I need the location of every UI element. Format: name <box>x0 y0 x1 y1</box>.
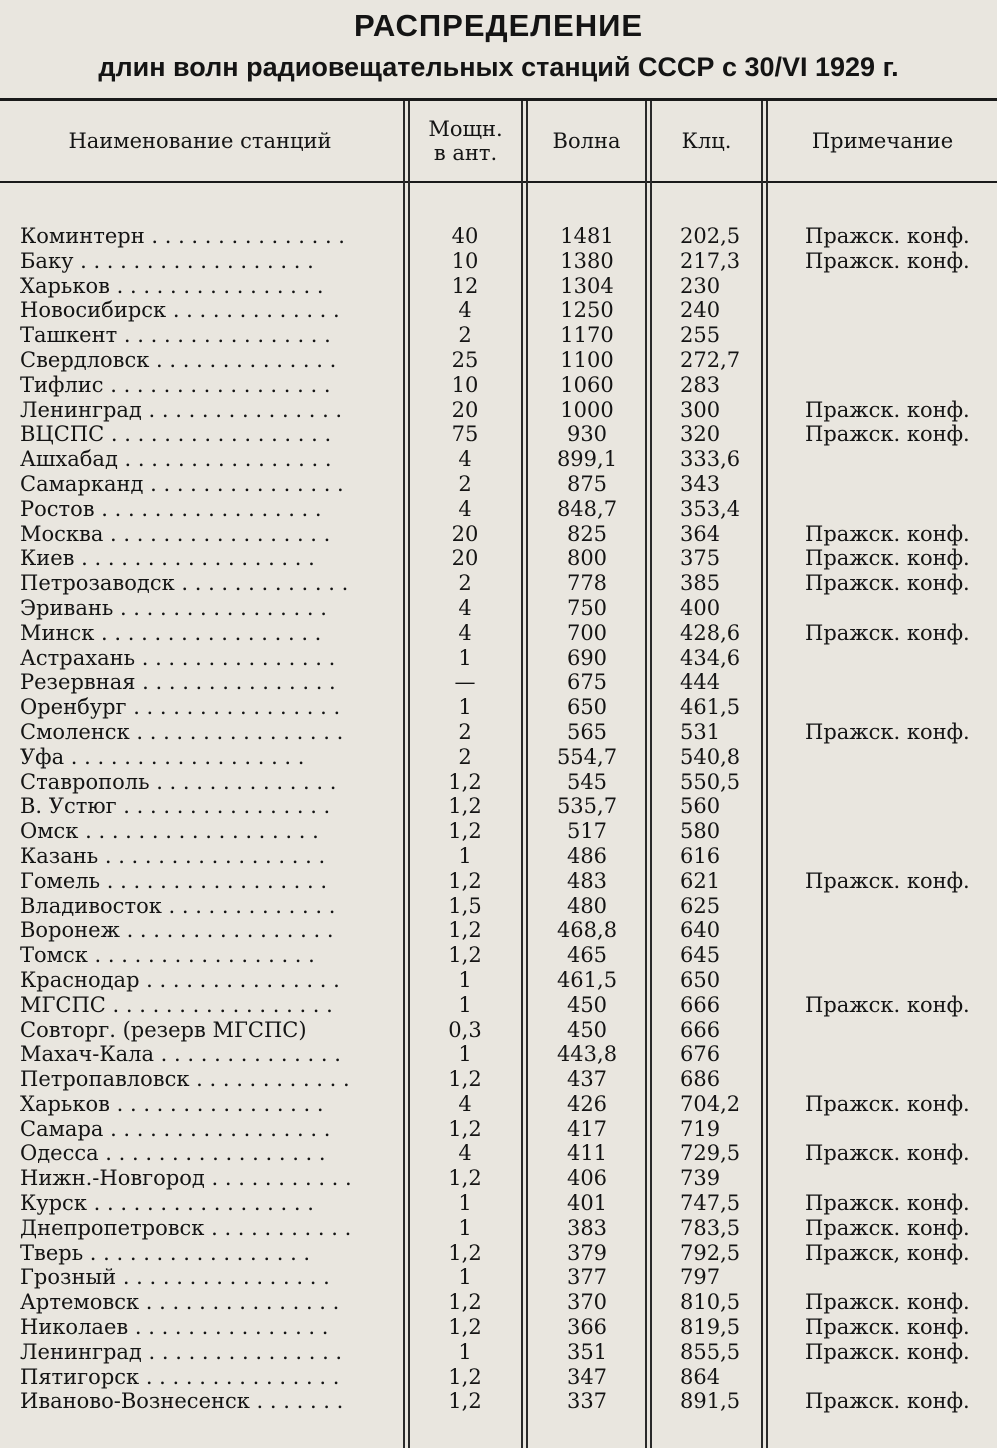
power-cell: 1,2 <box>448 1067 482 1092</box>
frequency-cell: 580 <box>680 819 721 844</box>
wavelength-cell: 480 <box>566 893 608 918</box>
note-cell: Пражск. конф. <box>805 992 970 1017</box>
frequency-cell: 783,5 <box>680 1215 741 1240</box>
power-cell: 20 <box>451 546 479 571</box>
table-row <box>0 398 997 423</box>
table-row <box>0 472 997 497</box>
station-name-cell: Совторг. (резерв МГСПС) <box>20 1017 307 1042</box>
station-name-cell: Минск . . . . . . . . . . . . . . . . . <box>20 620 322 645</box>
table-row <box>0 720 997 745</box>
header-khz: Клц. <box>681 129 732 153</box>
frequency-cell: 810,5 <box>680 1290 741 1315</box>
station-name-cell: Ашхабад . . . . . . . . . . . . . . . . <box>20 447 332 472</box>
header-power-line2: в ант. <box>433 141 498 165</box>
wavelength-cell: 406 <box>566 1166 608 1191</box>
frequency-cell: 320 <box>680 422 721 447</box>
wavelength-cell: 517 <box>566 819 608 844</box>
table-row <box>0 298 997 323</box>
station-name-cell: Эривань . . . . . . . . . . . . . . . . <box>20 595 327 620</box>
note-cell: Пражск. конф. <box>805 1290 970 1315</box>
frequency-cell: 666 <box>680 1017 721 1042</box>
wavelength-cell: 690 <box>566 645 608 670</box>
station-name-cell: Харьков . . . . . . . . . . . . . . . . <box>20 273 324 298</box>
station-name-cell: Уфа . . . . . . . . . . . . . . . . . . <box>20 744 305 769</box>
table-row <box>0 1365 997 1390</box>
frequency-cell: 819,5 <box>680 1315 741 1340</box>
power-cell: 1 <box>458 992 472 1017</box>
frequency-cell: 202,5 <box>680 224 741 248</box>
station-name-cell: Самарканд . . . . . . . . . . . . . . . <box>20 471 344 496</box>
table-row <box>0 497 997 522</box>
header-wave: Волна <box>552 129 621 153</box>
wavelength-cell: 383 <box>566 1215 608 1240</box>
power-cell: 1,2 <box>448 1166 482 1191</box>
table-row <box>0 1166 997 1191</box>
station-name-cell: Новосибирск . . . . . . . . . . . . . <box>20 298 340 323</box>
wavelength-cell: 379 <box>566 1240 608 1265</box>
table-row <box>0 670 997 695</box>
table-row <box>0 621 997 646</box>
station-name-cell: Махач-Кала . . . . . . . . . . . . . . <box>20 1042 341 1067</box>
station-name-cell: Одесса . . . . . . . . . . . . . . . . . <box>20 1141 326 1166</box>
wavelength-cell: 1170 <box>560 323 614 348</box>
frequency-cell: 686 <box>680 1067 721 1092</box>
power-cell: 4 <box>458 496 472 521</box>
frequency-cell: 343 <box>680 471 721 496</box>
header-power-line1: Мощн. <box>428 117 503 141</box>
frequency-cell: 560 <box>680 794 721 819</box>
station-name-cell: Петрозаводск . . . . . . . . . . . . . <box>20 571 349 596</box>
table-row <box>0 546 997 571</box>
note-cell: Пражск. конф. <box>805 224 970 248</box>
frequency-cell: 230 <box>680 273 721 298</box>
note-cell: Пражск, конф. <box>805 1240 970 1265</box>
table-row <box>0 918 997 943</box>
power-cell: 1 <box>458 967 472 992</box>
wavelength-cell: 401 <box>566 1191 608 1216</box>
note-cell: Пражск. конф. <box>805 1141 970 1166</box>
note-cell: Пражск. конф. <box>805 620 970 645</box>
power-cell: 2 <box>458 471 472 496</box>
frequency-cell: 400 <box>680 595 721 620</box>
frequency-cell: 385 <box>680 571 721 596</box>
frequency-cell: 461,5 <box>680 695 741 720</box>
power-cell: 1,2 <box>448 868 482 893</box>
table-row <box>0 422 997 447</box>
station-name-cell: Омск . . . . . . . . . . . . . . . . . . <box>20 819 319 844</box>
station-name-cell: Пятигорск . . . . . . . . . . . . . . . <box>20 1364 340 1389</box>
power-cell: 1,2 <box>448 769 482 794</box>
power-cell: 1,2 <box>448 1290 482 1315</box>
wavelength-cell: 899,1 <box>556 447 618 472</box>
station-name-cell: Краснодар . . . . . . . . . . . . . . . <box>20 967 340 992</box>
station-name-cell: Астрахань . . . . . . . . . . . . . . . <box>20 645 336 670</box>
power-cell: 1 <box>458 1265 472 1290</box>
station-name-cell: Ростов . . . . . . . . . . . . . . . . . <box>20 496 322 521</box>
station-name-cell: ВЦСПС . . . . . . . . . . . . . . . . . <box>20 422 332 447</box>
frequency-cell: 616 <box>680 843 721 868</box>
wavelength-cell: 351 <box>566 1339 608 1364</box>
power-cell: 1,2 <box>448 918 482 943</box>
station-name-cell: Гомель . . . . . . . . . . . . . . . . . <box>20 868 328 893</box>
frequency-cell: 704,2 <box>680 1091 741 1116</box>
frequency-cell: 333,6 <box>680 447 741 472</box>
table-row <box>0 1389 997 1414</box>
wavelength-cell: 545 <box>566 769 608 794</box>
note-cell: Пражск. конф. <box>805 1191 970 1216</box>
note-cell: Пражск. конф. <box>805 1339 970 1364</box>
table-row <box>0 1117 997 1142</box>
frequency-cell: 621 <box>680 868 721 893</box>
frequency-cell: 272,7 <box>680 347 741 372</box>
station-name-cell: Курск . . . . . . . . . . . . . . . . . <box>20 1191 314 1216</box>
wavelength-cell: 1100 <box>560 347 614 372</box>
power-cell: 1 <box>458 645 472 670</box>
frequency-cell: 864 <box>680 1364 721 1389</box>
station-name-cell: Ленинград . . . . . . . . . . . . . . . <box>20 1339 343 1364</box>
station-name-cell: Грозный . . . . . . . . . . . . . . . . <box>20 1265 330 1290</box>
wavelength-cell: 778 <box>566 571 608 596</box>
power-cell: 2 <box>458 323 472 348</box>
wavelength-cell: 347 <box>566 1364 608 1389</box>
table-row <box>0 274 997 299</box>
power-cell: 1,5 <box>448 893 482 918</box>
note-cell: Пражск. конф. <box>805 1215 970 1240</box>
station-name-cell: Тверь . . . . . . . . . . . . . . . . . <box>20 1240 311 1265</box>
frequency-cell: 640 <box>680 918 721 943</box>
frequency-cell: 540,8 <box>680 744 741 769</box>
note-cell: Пражск. конф. <box>805 546 970 571</box>
station-name-cell: Петропавловск . . . . . . . . . . . . <box>20 1067 350 1092</box>
table-row <box>0 695 997 720</box>
header-rule <box>0 181 997 183</box>
wavelength-cell: 417 <box>566 1116 608 1141</box>
station-name-cell: Баку . . . . . . . . . . . . . . . . . . <box>20 248 314 273</box>
power-cell: 4 <box>458 1091 472 1116</box>
power-cell: 20 <box>451 521 479 546</box>
station-name-cell: Ставрополь . . . . . . . . . . . . . . <box>20 769 337 794</box>
wavelength-cell: 437 <box>566 1067 608 1092</box>
table-row <box>0 224 997 249</box>
table-row <box>0 1141 997 1166</box>
power-cell: 1,2 <box>448 943 482 968</box>
wavelength-cell: 486 <box>566 843 608 868</box>
header-power <box>410 101 521 181</box>
table-row <box>0 745 997 770</box>
wavelength-cell: 426 <box>566 1091 608 1116</box>
wavelength-cell: 1060 <box>560 372 614 397</box>
frequency-cell: 428,6 <box>680 620 741 645</box>
wavelength-cell: 1380 <box>560 248 614 273</box>
frequency-cell: 375 <box>680 546 721 571</box>
power-cell: 1,2 <box>448 819 482 844</box>
frequency-cell: 676 <box>680 1042 721 1067</box>
wavelength-cell: 465 <box>566 943 608 968</box>
frequency-cell: 434,6 <box>680 645 741 670</box>
station-name-cell: Самара . . . . . . . . . . . . . . . . . <box>20 1116 331 1141</box>
table-row <box>0 819 997 844</box>
table-row <box>0 968 997 993</box>
frequency-cell: 531 <box>680 719 721 744</box>
power-cell: 4 <box>458 620 472 645</box>
frequency-cell: 550,5 <box>680 769 741 794</box>
wavelength-cell: 1000 <box>560 397 614 422</box>
station-name-cell: Ташкент . . . . . . . . . . . . . . . . <box>20 323 331 348</box>
table-row <box>0 373 997 398</box>
power-cell: 10 <box>451 248 479 273</box>
note-cell: Пражск. конф. <box>805 1091 970 1116</box>
wavelength-cell: 875 <box>566 471 608 496</box>
power-cell: 1 <box>458 1339 472 1364</box>
table-row <box>0 249 997 274</box>
station-name-cell: Оренбург . . . . . . . . . . . . . . . . <box>20 695 341 720</box>
power-cell: 1 <box>458 1215 472 1240</box>
frequency-cell: 729,5 <box>680 1141 741 1166</box>
station-name-cell: Нижн.-Новгород . . . . . . . . . . . <box>20 1166 352 1191</box>
frequency-cell: 797 <box>680 1265 721 1290</box>
station-name-cell: Тифлис . . . . . . . . . . . . . . . . . <box>20 372 331 397</box>
table-row <box>0 1340 997 1365</box>
wavelength-cell: 468,8 <box>556 918 618 943</box>
table-row <box>0 844 997 869</box>
station-name-cell: Харьков . . . . . . . . . . . . . . . . <box>20 1091 324 1116</box>
wavelength-cell: 1304 <box>560 273 614 298</box>
table-row <box>0 1018 997 1043</box>
table-row <box>0 1191 997 1216</box>
header-note: Примечание <box>811 129 954 153</box>
power-cell: 10 <box>451 372 479 397</box>
note-cell: Пражск. конф. <box>805 571 970 596</box>
table-row <box>0 993 997 1018</box>
wavelength-cell: 554,7 <box>556 744 618 769</box>
station-name-cell: Владивосток . . . . . . . . . . . . . <box>20 893 336 918</box>
table-row <box>0 943 997 968</box>
table-row <box>0 323 997 348</box>
power-cell: 1,2 <box>448 1389 482 1414</box>
frequency-cell: 747,5 <box>680 1191 741 1216</box>
wavelength-cell: 848,7 <box>556 496 618 521</box>
note-cell: Пражск. конф. <box>805 719 970 744</box>
table-row <box>0 770 997 795</box>
page-subtitle: длин волн радиовещательных станций СССР с 30/VI 1929 г. <box>98 52 899 82</box>
station-name-cell: Свердловск . . . . . . . . . . . . . . <box>20 347 337 372</box>
wavelength-cell: 483 <box>566 868 608 893</box>
station-name-cell: Николаев . . . . . . . . . . . . . . . <box>20 1315 329 1340</box>
power-cell: 75 <box>451 422 479 447</box>
note-cell: Пражск. конф. <box>805 1315 970 1340</box>
power-cell: 4 <box>458 298 472 323</box>
power-cell: 12 <box>451 273 479 298</box>
wavelength-cell: 825 <box>566 521 608 546</box>
station-name-cell: Казань . . . . . . . . . . . . . . . . . <box>20 843 326 868</box>
table-row <box>0 869 997 894</box>
wavelength-cell: 535,7 <box>556 794 618 819</box>
power-cell: 2 <box>458 571 472 596</box>
wavelength-cell: 1481 <box>560 224 614 248</box>
note-cell: Пражск. конф. <box>805 397 970 422</box>
frequency-cell: 300 <box>680 397 721 422</box>
frequency-cell: 666 <box>680 992 721 1017</box>
table-row <box>0 894 997 919</box>
power-cell: 4 <box>458 595 472 620</box>
header-name: Наименование станций <box>68 129 332 153</box>
power-cell: 20 <box>451 397 479 422</box>
power-cell: 1,2 <box>448 1240 482 1265</box>
wavelength-cell: 565 <box>566 719 608 744</box>
table-row <box>0 522 997 547</box>
frequency-cell: 217,3 <box>680 248 741 273</box>
note-cell: Пражск. конф. <box>805 521 970 546</box>
note-cell: Пражск. конф. <box>805 422 970 447</box>
table-row <box>0 596 997 621</box>
table-row <box>0 1315 997 1340</box>
station-table <box>0 224 997 1414</box>
power-cell: 40 <box>451 224 479 248</box>
wavelength-cell: 450 <box>566 1017 608 1042</box>
frequency-cell: 283 <box>680 372 721 397</box>
power-cell: 1,2 <box>448 1364 482 1389</box>
wavelength-cell: 443,8 <box>556 1042 618 1067</box>
station-name-cell: Смоленск . . . . . . . . . . . . . . . . <box>20 719 344 744</box>
wavelength-cell: 370 <box>566 1290 608 1315</box>
frequency-cell: 792,5 <box>680 1240 741 1265</box>
note-cell: Пражск. конф. <box>805 248 970 273</box>
table-row <box>0 1216 997 1241</box>
wavelength-cell: 337 <box>566 1389 608 1414</box>
frequency-cell: 891,5 <box>680 1389 741 1414</box>
frequency-cell: 719 <box>680 1116 721 1141</box>
frequency-cell: 353,4 <box>680 496 741 521</box>
table-row <box>0 794 997 819</box>
wavelength-cell: 450 <box>566 992 608 1017</box>
station-name-cell: Днепропетровск . . . . . . . . . . . <box>20 1215 352 1240</box>
wavelength-cell: 800 <box>566 546 608 571</box>
table-row <box>0 571 997 596</box>
power-cell: 1 <box>458 843 472 868</box>
power-cell: 1 <box>458 1191 472 1216</box>
table-row <box>0 646 997 671</box>
wavelength-cell: 650 <box>566 695 608 720</box>
power-cell: — <box>454 670 476 695</box>
table-row <box>0 1265 997 1290</box>
power-cell: 1,2 <box>448 1116 482 1141</box>
wavelength-cell: 930 <box>566 422 608 447</box>
note-cell: Пражск. конф. <box>805 868 970 893</box>
station-name-cell: Коминтерн . . . . . . . . . . . . . . . <box>20 224 345 248</box>
wavelength-cell: 377 <box>566 1265 608 1290</box>
power-cell: 1,2 <box>448 794 482 819</box>
power-cell: 2 <box>458 744 472 769</box>
power-cell: 4 <box>458 1141 472 1166</box>
station-name-cell: Воронеж . . . . . . . . . . . . . . . . <box>20 918 334 943</box>
station-name-cell: Москва . . . . . . . . . . . . . . . . . <box>20 521 331 546</box>
table-row <box>0 1067 997 1092</box>
station-name-cell: Томск . . . . . . . . . . . . . . . . . <box>20 943 315 968</box>
power-cell: 1,2 <box>448 1315 482 1340</box>
frequency-cell: 444 <box>680 670 721 695</box>
power-cell: 1 <box>458 1042 472 1067</box>
table-row <box>0 447 997 472</box>
station-name-cell: Ленинград . . . . . . . . . . . . . . . <box>20 397 343 422</box>
frequency-cell: 855,5 <box>680 1339 741 1364</box>
station-name-cell: В. Устюг . . . . . . . . . . . . . . . . <box>20 794 331 819</box>
wavelength-cell: 411 <box>566 1141 608 1166</box>
frequency-cell: 255 <box>680 323 721 348</box>
frequency-cell: 625 <box>680 893 721 918</box>
wavelength-cell: 366 <box>566 1315 608 1340</box>
table-row <box>0 348 997 373</box>
wavelength-cell: 700 <box>566 620 608 645</box>
wavelength-cell: 1250 <box>560 298 614 323</box>
station-name-cell: МГСПС . . . . . . . . . . . . . . . . . <box>20 992 333 1017</box>
table-row <box>0 1290 997 1315</box>
station-name-cell: Киев . . . . . . . . . . . . . . . . . . <box>20 546 315 571</box>
power-cell: 4 <box>458 447 472 472</box>
wavelength-cell: 750 <box>566 595 608 620</box>
power-cell: 1 <box>458 695 472 720</box>
note-cell: Пражск. конф. <box>805 1389 970 1414</box>
table-row <box>0 1042 997 1067</box>
page-title: РАСПРЕДЕЛЕНИЕ <box>353 8 644 43</box>
power-cell: 2 <box>458 719 472 744</box>
table-row <box>0 1092 997 1117</box>
table-row <box>0 1241 997 1266</box>
power-cell: 0,3 <box>448 1017 482 1042</box>
power-cell: 25 <box>451 347 479 372</box>
frequency-cell: 645 <box>680 943 721 968</box>
frequency-cell: 364 <box>680 521 721 546</box>
frequency-cell: 650 <box>680 967 721 992</box>
frequency-cell: 739 <box>680 1166 721 1191</box>
station-name-cell: Иваново-Вознесенск . . . . . . . <box>20 1389 344 1414</box>
wavelength-cell: 461,5 <box>556 967 618 992</box>
frequency-cell: 240 <box>680 298 721 323</box>
station-name-cell: Резервная . . . . . . . . . . . . . . . <box>20 670 336 695</box>
wavelength-cell: 675 <box>566 670 608 695</box>
station-name-cell: Артемовск . . . . . . . . . . . . . . . <box>20 1290 340 1315</box>
